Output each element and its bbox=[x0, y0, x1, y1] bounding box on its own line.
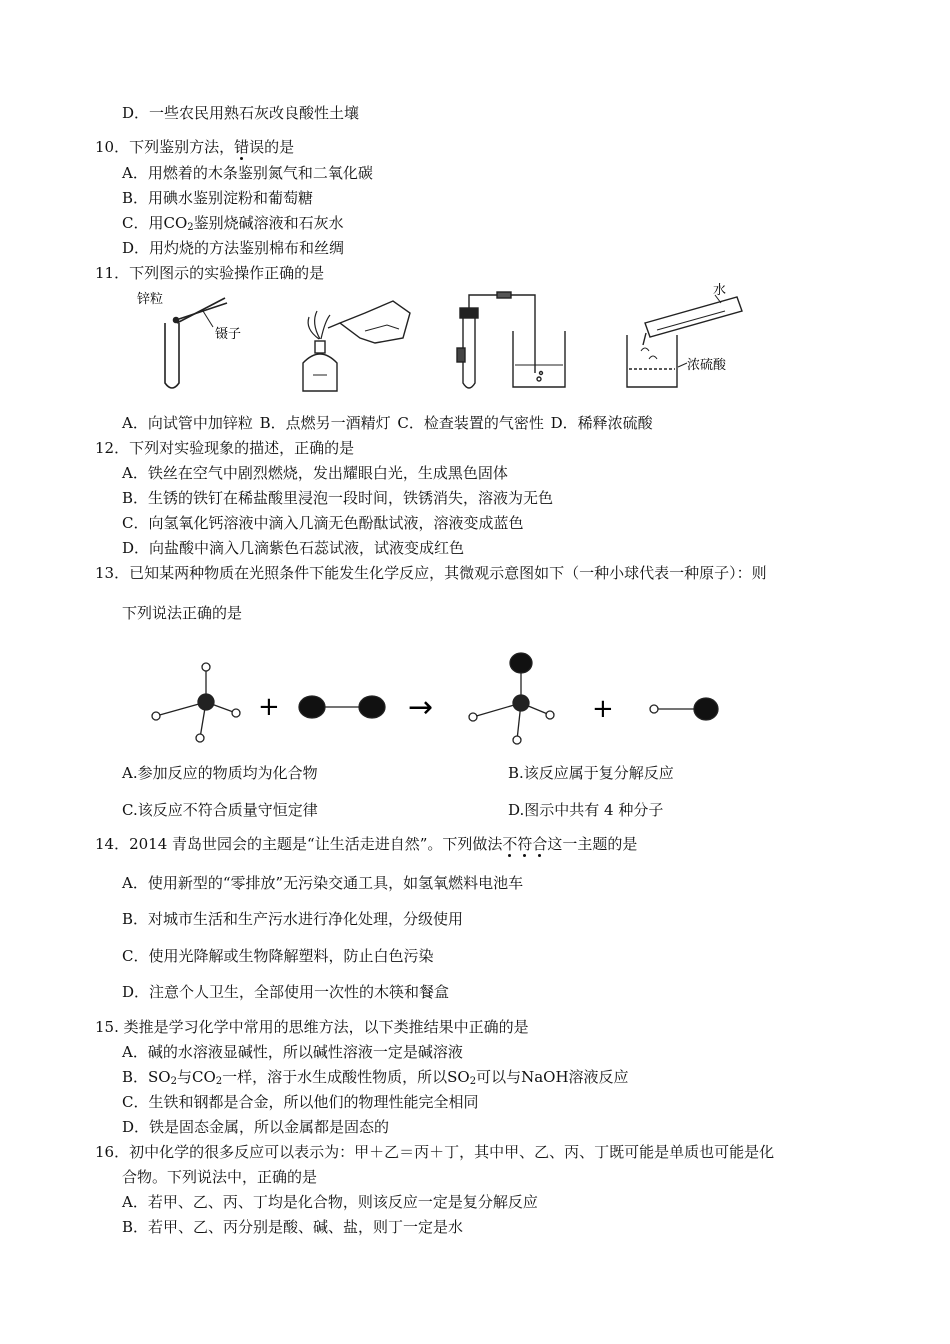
q10-stem bbox=[95, 137, 294, 157]
q10-option-c-post: 鉴别烧碱溶液和石灰水 bbox=[193, 214, 344, 232]
q10-option-c bbox=[122, 213, 344, 233]
q10-stem-end: 的是 bbox=[264, 138, 295, 156]
product-molecule-1 bbox=[469, 653, 554, 744]
plus-sign: + bbox=[592, 694, 614, 724]
q10-option-c-pre: C．用CO bbox=[122, 214, 188, 232]
q10-emphasis-char: 错 bbox=[234, 138, 250, 156]
q11-figure bbox=[125, 283, 765, 398]
q13-option-b: B.该反应属于复分解反应 bbox=[508, 764, 674, 782]
q15-option-a: A．碱的水溶液显碱性，所以碱性溶液一定是碱溶液 bbox=[122, 1043, 463, 1061]
q16-option-a: A．若甲、乙、丙、丁均是化合物，则该反应一定是复分解反应 bbox=[122, 1193, 538, 1211]
q14-emphasis-char: 合 bbox=[532, 835, 548, 853]
q14-option-c: C．使用光降解或生物降解塑料，防止白色污染 bbox=[122, 947, 434, 965]
q11-options: A．向试管中加锌粒 B．点燃另一酒精灯 C．检查装置的气密性 D．稀释浓硫酸 bbox=[122, 414, 653, 432]
label-zinc: 锌粒 bbox=[137, 292, 164, 307]
q14-emphasis-char: 符 bbox=[517, 835, 533, 853]
q16-stem-line1: 16．初中化学的很多反应可以表示为：甲＋乙＝丙＋丁，其中甲、乙、丙、丁既可能是单质也可能是化 bbox=[95, 1143, 775, 1161]
q10-option-d: D．用灼烧的方法鉴别棉布和丝绸 bbox=[122, 239, 345, 257]
subscript: 2 bbox=[170, 1076, 177, 1087]
q12-option-c: C．向氢氧化钙溶液中滴入几滴无色酚酞试液，溶液变成蓝色 bbox=[122, 514, 524, 532]
q11-stem: 11．下列图示的实验操作正确的是 bbox=[95, 264, 325, 282]
q15-option-b-part: 可以与NaOH溶液反应 bbox=[476, 1068, 629, 1086]
q10-option-a: A．用燃着的木条鉴别氮气和二氧化碳 bbox=[122, 164, 373, 182]
q14-stem-end: 这一主题的是 bbox=[547, 835, 638, 853]
reaction-arrow: → bbox=[408, 690, 434, 725]
q14-option-d: D．注意个人卫生，全部使用一次性的木筷和餐盒 bbox=[122, 983, 450, 1001]
q13-stem-line1: 13．已知某两种物质在光照条件下能发生化学反应，其微观示意图如下（一种小球代表一种原子）：则 bbox=[95, 564, 767, 582]
figure-d-dilution bbox=[627, 295, 742, 387]
q15-option-b-part: 与CO bbox=[176, 1068, 216, 1086]
product-molecule-2 bbox=[650, 698, 718, 720]
q14-option-b: B．对城市生活和生产污水进行净化处理，分级使用 bbox=[122, 910, 464, 928]
reactant-molecule-2 bbox=[299, 696, 385, 718]
q13-option-a: A.参加反应的物质均为化合物 bbox=[122, 764, 318, 782]
q15-option-b bbox=[122, 1067, 629, 1087]
q9-option-d: D．一些农民用熟石灰改良酸性土壤 bbox=[122, 104, 360, 122]
figure-b-alcohol-lamps bbox=[303, 301, 410, 391]
q15-option-b-part: B．SO bbox=[122, 1068, 171, 1086]
label-tweezers: 镊子 bbox=[215, 327, 242, 342]
label-water: 水 bbox=[713, 283, 727, 298]
plus-sign: + bbox=[258, 692, 280, 722]
q10-option-b: B．用碘水鉴别淀粉和葡萄糖 bbox=[122, 189, 314, 207]
q10-number: 10． bbox=[95, 138, 130, 156]
q15-option-d: D．铁是固态金属，所以金属都是固态的 bbox=[122, 1118, 390, 1136]
q15-option-b-part: 一样，溶于水生成酸性物质，所以SO bbox=[222, 1068, 470, 1086]
figure-c-airtightness bbox=[457, 292, 565, 388]
q16-option-b: B．若甲、乙、丙分别是酸、碱、盐，则丁一定是水 bbox=[122, 1218, 464, 1236]
q16-stem-line2: 合物。下列说法中，正确的是 bbox=[122, 1168, 318, 1186]
q13-stem-line2: 下列说法正确的是 bbox=[122, 604, 243, 622]
reactant-molecule-1 bbox=[152, 663, 240, 742]
q14-option-a: A．使用新型的“零排放”无污染交通工具，如氢氧燃料电池车 bbox=[122, 874, 524, 892]
q14-stem bbox=[95, 834, 637, 854]
q13-option-d: D.图示中共有 4 种分子 bbox=[508, 801, 664, 819]
q13-option-c: C.该反应不符合质量守恒定律 bbox=[122, 801, 318, 819]
q10-emphasis-char: 误 bbox=[249, 138, 265, 156]
subscript: 2 bbox=[215, 1076, 223, 1087]
subscript: 2 bbox=[187, 222, 194, 233]
q15-stem: 15. 类推是学习化学中常用的思维方法，以下类推结果中正确的是 bbox=[95, 1018, 529, 1036]
q12-stem: 12．下列对实验现象的描述，正确的是 bbox=[95, 439, 355, 457]
q14-emphasis-char: 不 bbox=[502, 835, 518, 853]
figure-a-test-tube bbox=[165, 298, 227, 388]
label-conc-sulfuric-acid: 浓硫酸 bbox=[687, 358, 727, 373]
q10-stem-text: 下列鉴别方法， bbox=[129, 138, 235, 156]
q13-molecule-diagram bbox=[140, 645, 740, 755]
q15-option-c: C．生铁和钢都是合金，所以他们的物理性能完全相同 bbox=[122, 1093, 479, 1111]
q12-option-a: A．铁丝在空气中剧烈燃烧，发出耀眼白光，生成黑色固体 bbox=[122, 464, 508, 482]
q12-option-d: D．向盐酸中滴入几滴紫色石蕊试液，试液变成红色 bbox=[122, 539, 465, 557]
q14-stem-text: 14．2014 青岛世园会的主题是“让生活走进自然”。下列做法 bbox=[95, 835, 503, 853]
subscript: 2 bbox=[469, 1076, 477, 1087]
q12-option-b: B．生锈的铁钉在稀盐酸里浸泡一段时间，铁锈消失，溶液为无色 bbox=[122, 489, 554, 507]
